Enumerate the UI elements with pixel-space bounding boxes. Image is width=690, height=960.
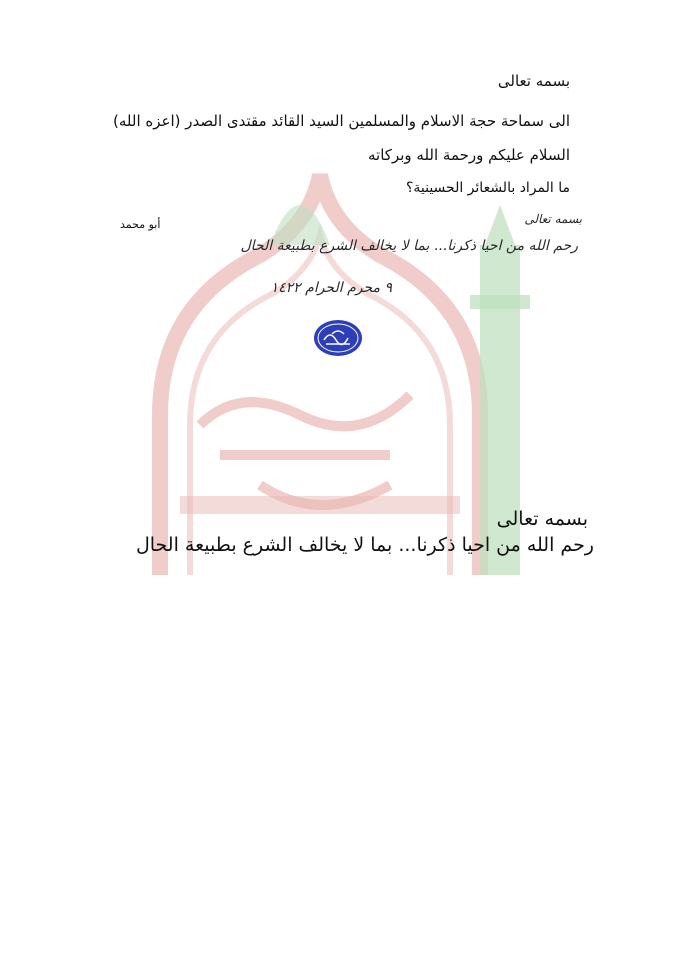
letter-greeting: السلام عليكم ورحمة الله وبركاته bbox=[368, 146, 570, 164]
letter-question: ما المراد بالشعائر الحسينية؟ bbox=[405, 180, 570, 196]
handwritten-heading: بسمه تعالى bbox=[524, 212, 582, 226]
watermark-calligraphy bbox=[200, 395, 410, 505]
handwritten-body: رحم الله من احيا ذكرنا... بما لا يخالف الشرع بطبيعة الحال bbox=[240, 238, 578, 254]
watermark-minaret-balcony bbox=[470, 295, 530, 309]
letter-addressee: الى سماحة حجة الاسلام والمسلمين السيد القائد مقتدى الصدر (اعزه الله) bbox=[113, 112, 570, 130]
letter-heading: بسمه تعالى bbox=[497, 72, 570, 90]
handwritten-date: ٩ محرم الحرام ١٤٢٢ bbox=[270, 280, 392, 296]
transcription-heading: بسمه تعالى bbox=[496, 508, 588, 530]
seal-stamp bbox=[312, 318, 364, 358]
letter-sender: أبو محمد bbox=[120, 218, 161, 231]
transcription-body: رحم الله من احيا ذكرنا... بما لا يخالف الشرع بطبيعة الحال bbox=[135, 534, 594, 556]
